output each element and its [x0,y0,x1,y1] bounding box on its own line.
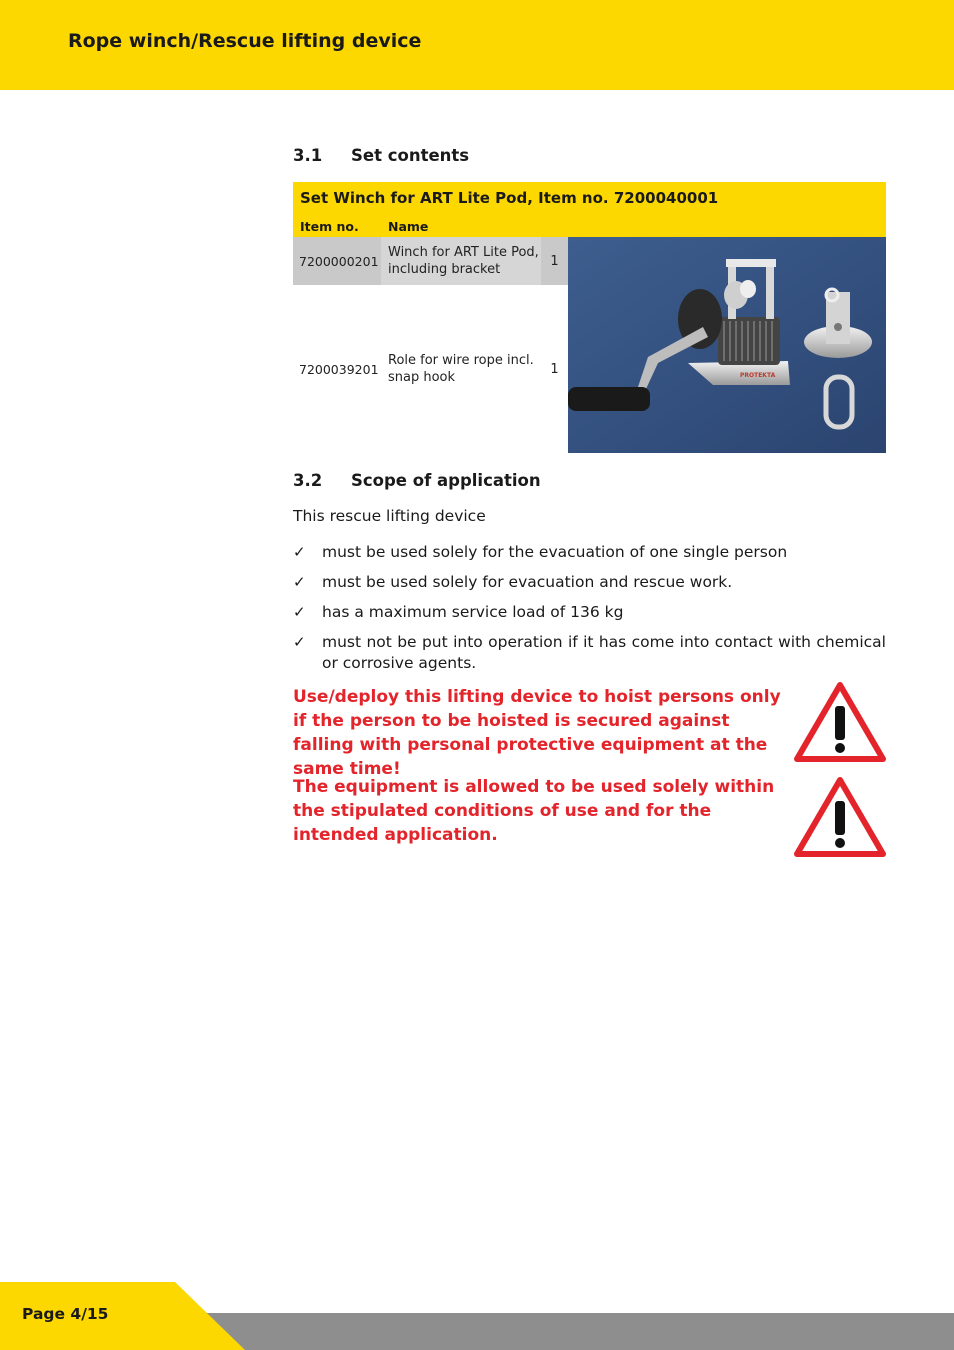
list-item [293,602,886,623]
section-title: Scope of application [351,471,541,490]
check-icon: ✓ [293,603,306,621]
table-header [293,182,886,237]
list-item [293,572,886,593]
check-icon: ✓ [293,543,306,561]
item-number-cell: 7200000201 [293,237,381,285]
winch-set-photo [568,237,886,453]
warning-text-ppe: Use/deploy this lifting device to hoist persons only if the person to be hoisted is secured against falling with personal protective equipment at the same time! [293,687,781,779]
check-icon: ✓ [293,633,306,651]
list-item-text: must be used solely for the evacuation of one single person [322,543,788,561]
list-item [293,542,886,563]
document-title: Rope winch/Rescue lifting device [68,30,422,52]
section-heading-scope [293,471,541,490]
item-name-cell: Winch for ART Lite Pod, including bracket [381,237,541,285]
list-item-text: must not be put into operation if it has come into contact with chemical or corrosive agents. [322,633,886,672]
list-item [293,632,886,674]
item-name-cell: Role for wire rope incl. snap hook [388,353,534,385]
section-heading-set-contents [293,146,469,165]
warning-triangle-icon [794,682,886,762]
set-contents-table [293,182,886,385]
warning-text-conditions: The equipment is allowed to be used solely within the stipulated conditions of use and for the intended application. [293,777,775,845]
table-title: Set Winch for ART Lite Pod, Item no. 7200040001 [300,189,719,207]
scope-checklist [293,542,886,683]
section-number: 3.1 [293,146,323,165]
photo-brand-label: PROTEKTA [740,372,776,379]
item-quantity-cell: 1 [550,361,559,377]
scope-intro-text: This rescue lifting device [293,507,486,525]
winch-set-illustration [568,237,886,453]
list-item-text: has a maximum service load of 136 kg [322,603,624,621]
page-number: Page 4/15 [22,1305,109,1323]
column-header-name: Name [388,219,429,234]
warning-triangle-icon [794,777,886,857]
list-item-text: must be used solely for evacuation and rescue work. [322,573,733,591]
item-number-cell: 7200039201 [299,361,379,377]
section-title: Set contents [351,146,470,165]
check-icon: ✓ [293,573,306,591]
column-header-item-no: Item no. [300,219,359,234]
item-quantity-cell: 1 [541,237,568,285]
section-number: 3.2 [293,471,323,490]
